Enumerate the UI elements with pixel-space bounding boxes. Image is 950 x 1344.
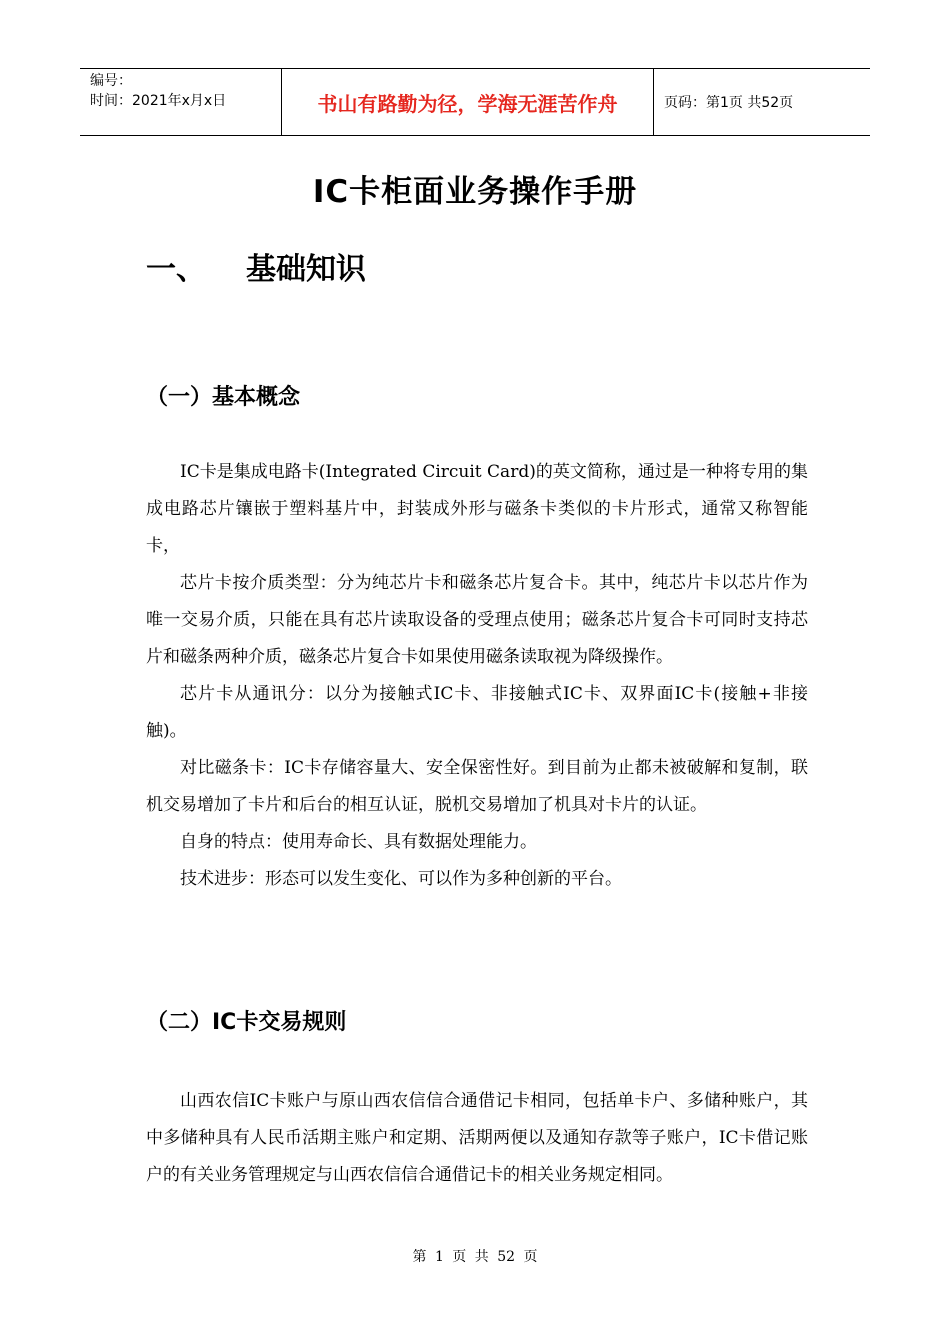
header-motto: 书山有路勤为径，学海无涯苦作舟 — [282, 69, 654, 135]
paragraph: 芯片卡从通讯分：以分为接触式IC卡、非接触式IC卡、双界面IC卡(接触+非接触)。 — [146, 684, 808, 741]
paragraph: IC卡是集成电路卡(Integrated Circuit Card)的英文简称，通过是一种将专用的集成电路芯片镶嵌于塑料基片中，封装成外形与磁条卡类似的卡片形式，通常又称智能卡， — [146, 462, 808, 556]
section-number: 一、 — [146, 252, 206, 287]
section-title: 基础知识 — [246, 252, 366, 287]
header-page-info: 页码：第1页 共52页 — [664, 95, 794, 111]
subsection-2-body — [146, 1083, 808, 1194]
paragraph: 技术进步：形态可以发生变化、可以作为多种创新的平台。 — [180, 869, 622, 889]
paragraph: 山西农信IC卡账户与原山西农信信合通借记卡相同，包括单卡户、多储种账户，其中多储种具有人民币活期主账户和定期、活期两便以及通知存款等子账户，IC卡借记账户的有关业务管理规定与山西农信信合通借记卡的相关业务规定相同。 — [146, 1091, 808, 1185]
section-heading-1 — [146, 244, 366, 288]
number-label: 编号： — [90, 73, 132, 89]
header-table — [80, 68, 870, 136]
header-meta-cell — [80, 69, 282, 135]
document-title: IC卡柜面业务操作手册 — [312, 174, 638, 210]
time-label: 时间：2021年x月x日 — [90, 93, 227, 109]
subsection-1-body — [146, 454, 808, 898]
subsection-heading-2: （二）IC卡交易规则 — [146, 1010, 347, 1035]
subsection-heading-1: （一）基本概念 — [146, 385, 301, 410]
paragraph: 芯片卡按介质类型：分为纯芯片卡和磁条芯片复合卡。其中，纯芯片卡以芯片作为唯一交易介质，只能在具有芯片读取设备的受理点使用；磁条芯片复合卡可同时支持芯片和磁条两种介质，磁条芯片复合卡如果使用磁条读取视为降级操作。 — [146, 573, 808, 667]
page-footer: 第 1 页 共 52 页 — [412, 1249, 538, 1265]
paragraph: 自身的特点：使用寿命长、具有数据处理能力。 — [180, 832, 537, 852]
paragraph: 对比磁条卡：IC卡存储容量大、安全保密性好。到目前为止都未被破解和复制，联机交易增加了卡片和后台的相互认证，脱机交易增加了机具对卡片的认证。 — [146, 758, 808, 815]
